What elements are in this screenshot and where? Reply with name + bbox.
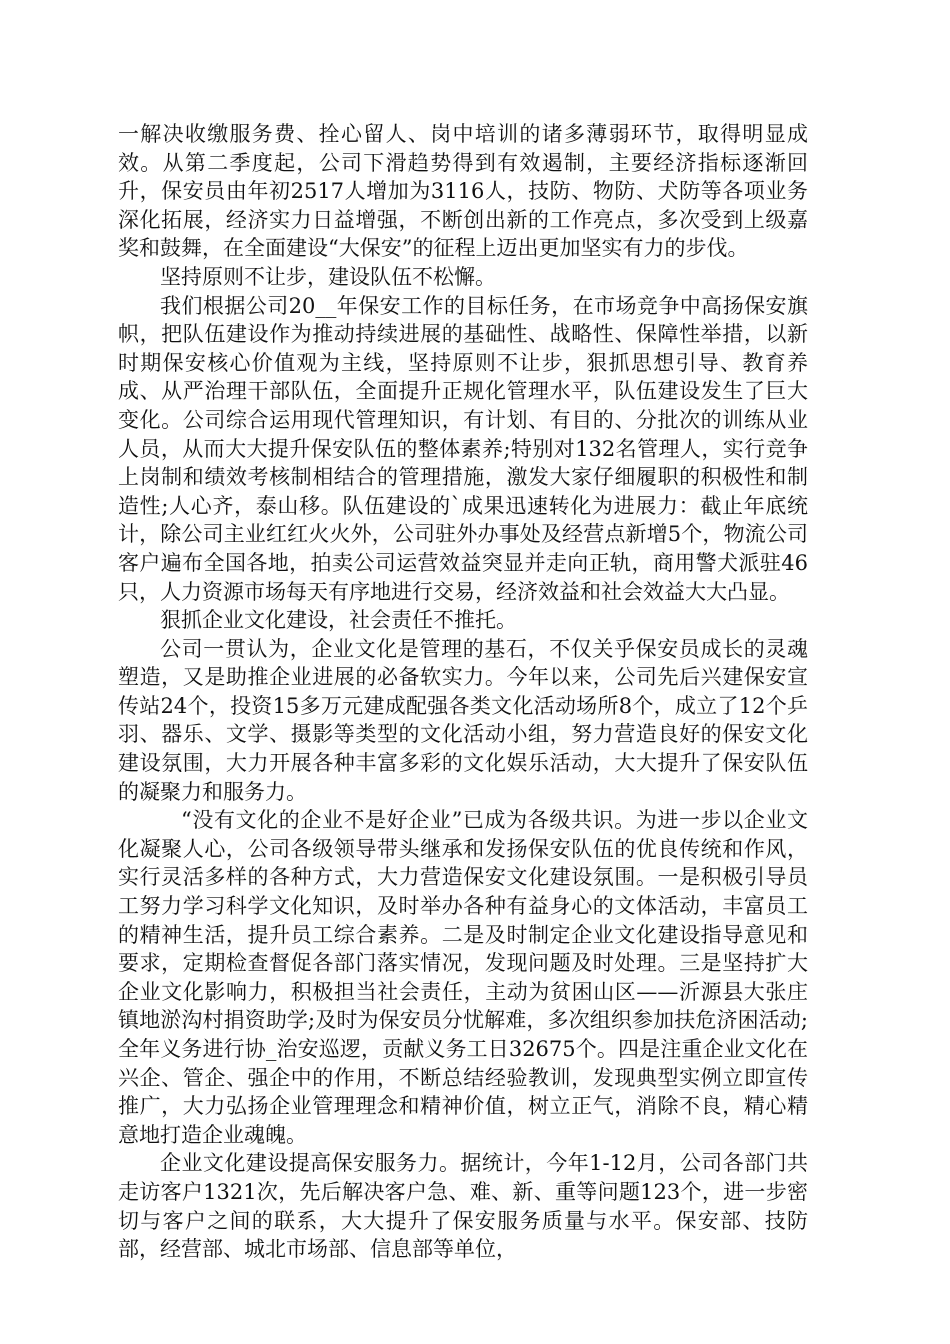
- paragraph-continuation: 一解决收缴服务费、拴心留人、岗中培训的诸多薄弱环节，取得明显成效。从第二季度起，公司下滑趋势得到有效遏制，主要经济指标逐渐回升，保安员由年初2517人增加为3116人，技防、物防、犬防等各项业务深化拓展，经济实力日益增强，不断创出新的工作亮点，多次受到上级嘉奖和鼓舞，在全面建设“大保安”的征程上迈出更加坚实有力的步伐。: [118, 122, 808, 261]
- paragraph-service-improvement: 企业文化建设提高保安服务力。据统计，今年1-12月，公司各部门共走访客户1321次，先后解决客户急、难、新、重等问题123个，进一步密切与客户之间的联系，大大提升了保安服务质量与水平。保安部、技防部，经营部、城北市场部、信息部等单位，: [118, 1151, 808, 1262]
- heading-corporate-culture: 狠抓企业文化建设，社会责任不推托。: [160, 608, 517, 633]
- paragraph-team-building: 我们根据公司20__年保安工作的目标任务，在市场竞争中高扬保安旗帜，把队伍建设作为推动持续进展的基础性、战略性、保障性举措，以新时期保安核心价值观为主线，坚持原则不让步，狠抓思想引导、教育养成、从严治理干部队伍，全面提升正规化管理水平，队伍建设发生了巨大变化。公司综合运用现代管理知识，有计划、有目的、分批次的训练从业人员，从而大大提升保安队伍的整体素养;特别对132名管理人，实行竞争上岗制和绩效考核制相结合的管理措施，激发大家仔细履职的积极性和制造性;人心齐，泰山移。队伍建设的`成果迅速转化为进展力：截止年底统计，除公司主业红红火火外，公司驻外办事处及经营点新增5个，物流公司客户遍布全国各地，拍卖公司运营效益突显并走向正轨，商用警犬派驻46只，人力资源市场每天有序地进行交易，经济效益和社会效益大大凸显。: [118, 293, 808, 604]
- document-page: [118, 120, 808, 1264]
- paragraph-culture-consensus: “没有文化的企业不是好企业”已成为各级共识。为进一步以企业文化凝聚人心，公司各级领导带头继承和发扬保安队伍的优良传统和作风，实行灵活多样的各种方式，大力营造保安文化建设氛围。一是积极引导员工努力学习科学文化知识，及时举办各种有益身心的文体活动，丰富员工的精神生活，提升员工综合素养。二是及时制定企业文化建设指导意见和要求，定期检查督促各部门落实情况，发现问题及时处理。三是坚持扩大企业文化影响力，积极担当社会责任，主动为贫困山区——沂源县大张庄镇地淤沟村捐资助学;及时为保安员分忧解难，多次组织参加扶危济困活动;全年义务进行协_治安巡逻，贡献义务工日32675个。四是注重企业文化在兴企、管企、强企中的作用，不断总结经验教训，发现典型实例立即宣传推广，大力弘扬企业管理理念和精神价值，树立正气，消除不良，精心精意地打造企业魂魄。: [118, 808, 808, 1147]
- heading-team-building: 坚持原则不让步，建设队伍不松懈。: [160, 264, 496, 289]
- paragraph-corporate-culture: 公司一贯认为，企业文化是管理的基石，不仅关乎保安员成长的灵魂塑造，又是助推企业进展的必备软实力。今年以来，公司先后兴建保安宣传站24个，投资15多万元建成配强各类文化活动场所8个，成立了12个乒羽、器乐、文学、摄影等类型的文化活动小组，努力营造良好的保安文化建设氛围，大力开展各种丰富多彩的文化娱乐活动，大大提升了保安队伍的凝聚力和服务力。: [118, 636, 808, 804]
